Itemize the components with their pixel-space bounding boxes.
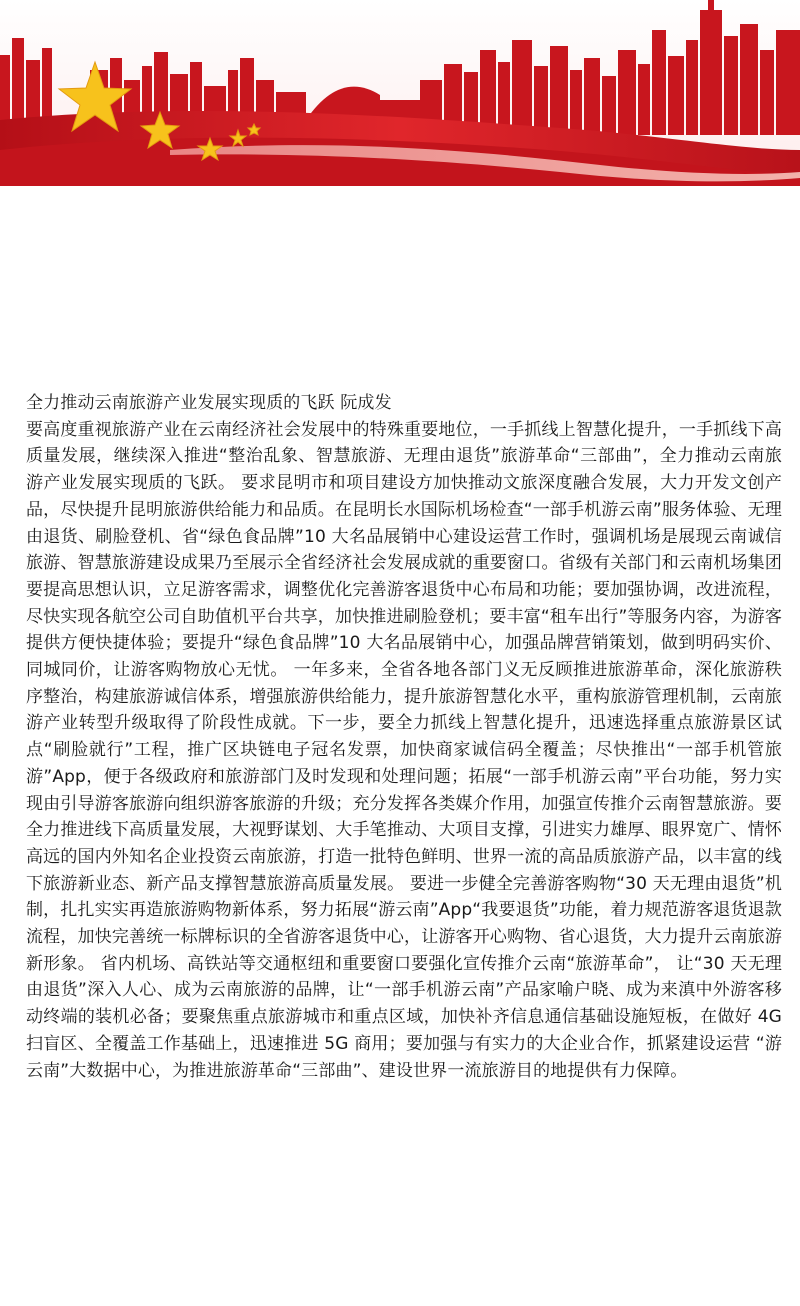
article-heading xyxy=(26,390,782,417)
article xyxy=(26,390,782,1084)
article-author: 阮成发 xyxy=(340,393,392,413)
article-body: 要高度重视旅游产业在云南经济社会发展中的特殊重要地位，一手抓线上智慧化提升，一手抓线下高质量发展，继续深入推进“整治乱象、智慧旅游、无理由退货”旅游革命“三部曲”，全力推动云南旅游产业发展实现质的飞跃。 要求昆明市和项目建设方加快推动文旅深度融合发展，大力开发文创产品，尽快提升昆明旅游供给能力和品质。在昆明长水国际机场检查“一部手机游云南”服务体验、无理由退货、刷脸登机、省“绿色食品牌”10 大名品展销中心建设运营工作时，强调机场是展现云南诚信旅游、智慧旅游建设成果乃至展示全省经济社会发展成就的重要窗口。省级有关部门和云南机场集团要提高思想认识，立足游客需求，调整优化完善游客退货中心布局和功能；要加强协调，改进流程，尽快实现各航空公司自助值机平台共享，加快推进刷脸登机；要丰富“租车出行”等服务内容，为游客提供方便快捷体验；要提升“绿色食品牌”10 大名品展销中心，加强品牌营销策划，做到明码实价、同城同价，让游客购物放心无忧。 一年多来，全省各地各部门义无反顾推进旅游革命，深化旅游秩序整治，构建旅游诚信体系，增强旅游供给能力，提升旅游智慧化水平，重构旅游管理机制，云南旅游产业转型升级取得了阶段性成就。下一步，要全力抓线上智慧化提升，迅速选择重点旅游景区试点“刷脸就行”工程，推广区块链电子冠名发票，加快商家诚信码全覆盖；尽快推出“一部手机管旅游”App，便于各级政府和旅游部门及时发现和处理问题；拓展“一部手机游云南”平台功能，努力实现由引导游客旅游向组织游客旅游的升级；充分发挥各类媒介作用，加强宣传推介云南智慧旅游。要全力推进线下高质量发展，大视野谋划、大手笔推动、大项目支撑，引进实力雄厚、眼界宽广、情怀高远的国内外知名企业投资云南旅游，打造一批特色鲜明、世界一流的高品质旅游产品，以丰富的线下旅游新业态、新产品支撑智慧旅游高质量发展。 要进一步健全完善游客购物“30 天无理由退货”机制，扎扎实实再造旅游购物新体系，努力拓展“游云南”App“我要退货”功能，着力规范游客退货退款流程，加快完善统一标牌标识的全省游客退货中心，让游客开心购物、省心退货，大力提升云南旅游新形象。 省内机场、高铁站等交通枢纽和重要窗口要强化宣传推介云南“旅游革命”， 让“30 天无理由退货”深入人心、成为云南旅游的品牌，让“一部手机游云南”产品家喻户晓、成为来滇中外游客移动终端的装机必备；要聚焦重点旅游城市和重点区域，加快补齐信息通信基础设施短板，在做好 4G 扫盲区、全覆盖工作基础上，迅速推进 5G 商用；要加强与有实力的大企业合作，抓紧建设运营 “游云南”大数据中心，为推进旅游革命“三部曲”、建设世界一流旅游目的地提供有力保障。 xyxy=(26,419,782,1081)
article-title: 全力推动云南旅游产业发展实现质的飞跃 xyxy=(26,393,335,413)
banner-graphic xyxy=(0,0,800,186)
city-skyline-illustration xyxy=(0,0,800,186)
